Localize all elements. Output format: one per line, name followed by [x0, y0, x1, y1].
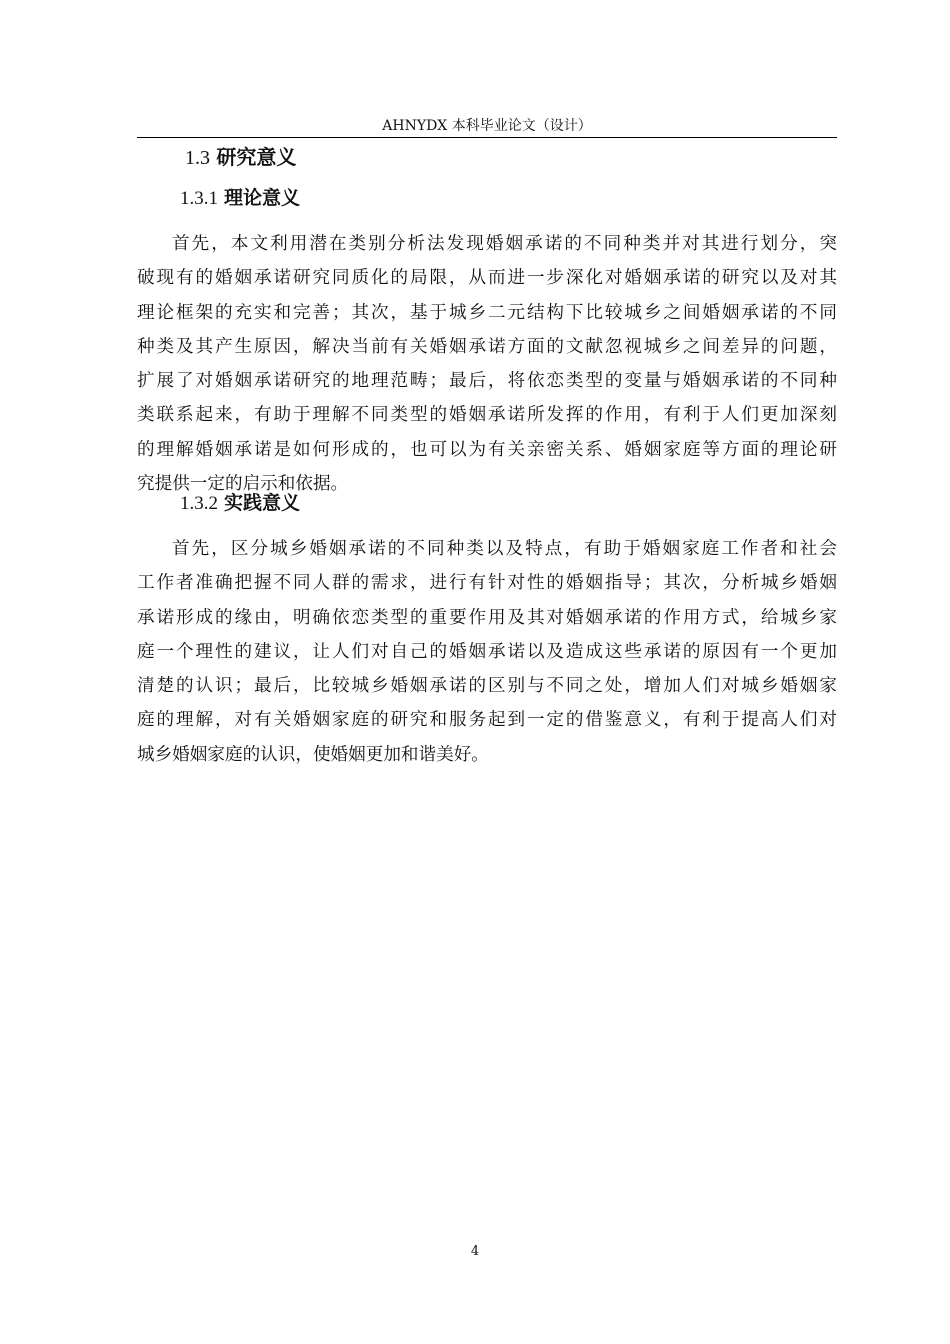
subsection-heading-practice — [180, 489, 300, 518]
running-header — [137, 115, 837, 138]
paragraph-theory — [137, 227, 837, 501]
paragraph-line: 类联系起来，有助于理解不同类型的婚姻承诺所发挥的作用，有利于人们更加深刻 — [137, 405, 837, 426]
subsection-title: 实践意义 — [224, 492, 301, 514]
subsection-title: 理论意义 — [224, 187, 301, 209]
paragraph-line: 首先，区分城乡婚姻承诺的不同种类以及特点，有助于婚姻家庭工作者和社会 — [172, 539, 837, 559]
paragraph-line: 城乡婚姻家庭的认识，使婚姻更加和谐美好。 — [137, 744, 489, 765]
section-heading — [185, 143, 296, 172]
subsection-number: 1.3.1 — [180, 188, 218, 209]
paragraph-line: 工作者准确把握不同人群的需求，进行有针对性的婚姻指导；其次，分析城乡婚姻 — [137, 573, 837, 594]
paragraph-line: 究提供一定的启示和依据。 — [137, 474, 349, 495]
section-title: 研究意义 — [216, 145, 297, 169]
paragraph-line: 理论框架的充实和完善；其次，基于城乡二元结构下比较城乡之间婚姻承诺的不同 — [137, 302, 837, 323]
subsection-heading-theory — [180, 184, 300, 213]
paragraph-line: 扩展了对婚姻承诺研究的地理范畴；最后，将依恋类型的变量与婚姻承诺的不同种 — [137, 371, 837, 392]
paragraph-line: 庭一个理性的建议，让人们对自己的婚姻承诺以及造成这些承诺的原因有一个更加 — [137, 641, 837, 662]
paragraph-line: 庭的理解，对有关婚姻家庭的研究和服务起到一定的借鉴意义，有利于提高人们对 — [137, 710, 837, 731]
paragraph-line: 的理解婚姻承诺是如何形成的，也可以为有关亲密关系、婚姻家庭等方面的理论研 — [137, 439, 837, 460]
paragraph-practice — [137, 532, 837, 772]
paragraph-line: 破现有的婚姻承诺研究同质化的局限，从而进一步深化对婚姻承诺的研究以及对其 — [137, 268, 837, 289]
page-number: 4 — [470, 1244, 480, 1259]
running-header-title: AHNYDX 本科毕业论文（设计） — [382, 118, 592, 134]
section-number: 1.3 — [185, 147, 210, 169]
subsection-number: 1.3.2 — [180, 493, 218, 514]
paragraph-line: 首先，本文利用潜在类别分析法发现婚姻承诺的不同种类并对其进行划分，突 — [172, 234, 837, 254]
paragraph-line: 承诺形成的缘由，明确依恋类型的重要作用及其对婚姻承诺的作用方式，给城乡家 — [137, 607, 837, 628]
paragraph-line: 种类及其产生原因，解决当前有关婚姻承诺方面的文献忽视城乡之间差异的问题， — [137, 336, 837, 357]
paragraph-line: 清楚的认识；最后，比较城乡婚姻承诺的区别与不同之处，增加人们对城乡婚姻家 — [137, 676, 837, 697]
